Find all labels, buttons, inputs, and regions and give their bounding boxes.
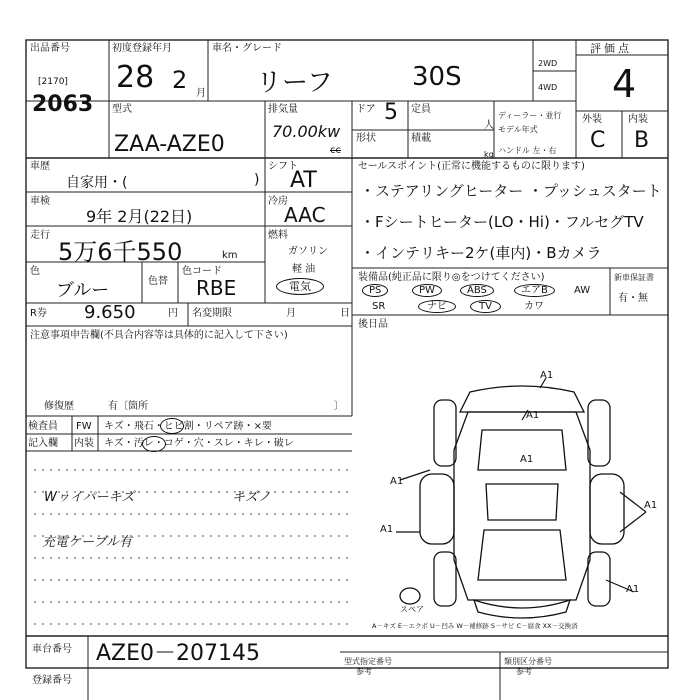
spare-tire (400, 588, 420, 604)
repair-value: 有〔箇所 (108, 401, 148, 412)
score-value: 4 (612, 62, 637, 106)
mark-right-door: A1 (644, 500, 658, 511)
after-items-label: 後日品 (358, 319, 388, 330)
model-year-label: モデル年式 (498, 125, 538, 134)
repair-close: 〕 (334, 401, 344, 412)
color-value: ブルー (56, 280, 110, 301)
equip-aw: AW (574, 285, 591, 296)
load-unit: kg (484, 150, 494, 159)
type-label: 型式 (112, 104, 132, 115)
warranty-title: 新車保証書 (614, 273, 654, 282)
fw-text: キズ・飛石・ヒビ割・リペア跡・×要 (104, 421, 272, 432)
type-designation-ref: 参考 (356, 667, 372, 676)
cooling-label: 冷房 (268, 196, 288, 207)
mark-hood: A1 (526, 410, 540, 421)
name-change-month: 月 (286, 308, 296, 319)
car-front-bumper (460, 386, 584, 412)
diagram-legend: A－キズ E－エクボ U－凹み W－補修跡 S－サビ C－腐食 XX－交換済 (372, 622, 578, 630)
equipment-title: 装備品(純正品に限り◎をつけてください) (358, 272, 545, 283)
fuel-gasoline: ガソリン (288, 246, 328, 257)
recycle-value: 9.650 (84, 302, 136, 323)
model-name: リーフ (256, 68, 333, 98)
sales-point-2: ・Fシートヒーター(LO・Hi)・フルセグTV (360, 213, 644, 231)
warranty-value: 有・無 (618, 293, 648, 304)
model-name-label: 車名・グレード (212, 43, 282, 54)
month-suffix: 月 (196, 88, 206, 99)
equip-leather: カワ (524, 301, 544, 312)
car-rear-window (478, 530, 566, 580)
recycle-unit: 円 (168, 308, 178, 319)
mileage-label: 走行 (30, 230, 50, 241)
car-left-side (420, 474, 454, 544)
registration-label: 登録番号 (32, 675, 72, 686)
equip-airbag: エアB (514, 284, 555, 297)
name-change-day: 日 (340, 308, 350, 319)
inspection-value: 9年 2月(22日) (86, 207, 193, 226)
notes-title: 注意事項申告欄(不具合内容等は具体的に記入して下さい) (30, 330, 288, 341)
category-code-label: 類別区分番号 (504, 657, 552, 666)
equip-ps: PS (362, 284, 388, 297)
doors-value: 5 (384, 100, 398, 125)
entry-label: 記入欄 (28, 438, 58, 449)
type-value: ZAA-AZE0 (114, 132, 225, 157)
shift-value: AT (290, 168, 317, 193)
drive-2wd: 2WD (538, 59, 558, 68)
equip-abs: ABS (460, 284, 494, 297)
equip-navi: ナビ (418, 300, 456, 313)
mark-left-fender: A1 (390, 476, 404, 487)
displacement-value: 70.00kw (272, 122, 341, 141)
color-label: 色 (30, 266, 40, 277)
exterior-label: 外装 (582, 114, 602, 125)
car-right-rear (588, 552, 610, 606)
inspector-label: 検査員 (28, 421, 58, 432)
recycle-label: R券 (30, 308, 47, 319)
interior-grade: B (634, 128, 650, 153)
interior-inspect-label: 内装 (74, 438, 94, 449)
equip-pw: PW (412, 284, 442, 297)
color-code-value: RBE (196, 276, 237, 300)
category-code-ref: 参考 (516, 667, 532, 676)
comment-wiper: Wヮイパーキズ (44, 490, 135, 505)
cc-unit: cc (330, 145, 341, 156)
grade: 30S (412, 62, 462, 92)
car-left-front-door (434, 400, 456, 466)
handle-label: ハンドル 左・右 (498, 146, 557, 155)
auction-code: [2170] (38, 77, 68, 87)
score-label: 評価点 (590, 42, 632, 55)
sales-point-1: ・ステアリングヒーター ・プッシュスタート (360, 182, 662, 200)
displacement-label: 排気量 (268, 104, 298, 115)
drive-4wd: 4WD (538, 83, 558, 92)
shift-label: シフト (268, 161, 298, 172)
fuel-electric: 電気 (276, 278, 324, 295)
history-close: ) (254, 172, 260, 188)
fuel-label: 燃料 (268, 230, 288, 241)
fuel-diesel: 軽 油 (292, 264, 316, 275)
car-right-front-door (588, 400, 610, 466)
mark-front: A1 (520, 454, 534, 465)
car-right-side (590, 474, 624, 544)
shape-label: 形状 (356, 133, 376, 144)
history-value: 自家用・( (66, 175, 128, 191)
doors-label: ドア (356, 104, 376, 115)
inspection-label: 車検 (30, 196, 50, 207)
dealer-label: ディーラー・並行 (498, 111, 562, 120)
lot-label: 出品番号 (30, 43, 70, 54)
car-rear-bumper (474, 600, 570, 618)
interior-label: 内装 (628, 114, 648, 125)
first-reg-month: 2 (172, 66, 188, 94)
history-label: 車歴 (30, 161, 50, 172)
type-designation-label: 型式指定番号 (344, 657, 392, 666)
mark-left-door: A1 (380, 524, 394, 535)
chassis-label: 車台番号 (32, 644, 72, 655)
color-code-label: 色替 (148, 276, 168, 287)
mileage-unit: km (222, 250, 238, 261)
sales-point-3: ・インテリキー2ケ(車内)・Bカメラ (360, 244, 602, 262)
load-label: 積載 (411, 133, 431, 144)
chassis-value: AZE0－207145 (96, 641, 261, 666)
sales-title: セールスポイント(正常に機能するものに限ります) (358, 161, 585, 172)
first-reg-year: 28 (116, 60, 155, 95)
interior-inspect-text: キズ・汚レ・コゲ・穴・スレ・キレ・破レ (104, 438, 294, 449)
fw-label: FW (76, 421, 92, 432)
color-code-title: 色コード (182, 266, 222, 277)
comment-scratch: キズノ (232, 490, 271, 505)
equip-sr: SR (372, 301, 386, 312)
first-reg-label: 初度登録年月 (112, 43, 172, 54)
lot-number: 2063 (32, 92, 94, 117)
car-roof (486, 484, 558, 520)
car-left-rear (434, 552, 456, 606)
name-change-label: 名変期限 (192, 308, 232, 319)
equip-tv: TV (470, 300, 501, 313)
exterior-grade: C (590, 128, 606, 153)
car-body (454, 412, 590, 600)
comment-charge-cable: 充電ケーブル有 (42, 535, 132, 550)
spare-label: スペア (400, 605, 424, 614)
repair-label: 修復歴 (44, 401, 74, 412)
capacity-label: 定員 (411, 104, 431, 115)
capacity-unit: 人 (484, 120, 494, 131)
cooling-value: AAC (284, 203, 326, 227)
mileage-value: 5万6千550 (58, 238, 183, 266)
mark-front-bumper: A1 (540, 370, 554, 381)
mark-right-rear: A1 (626, 584, 640, 595)
